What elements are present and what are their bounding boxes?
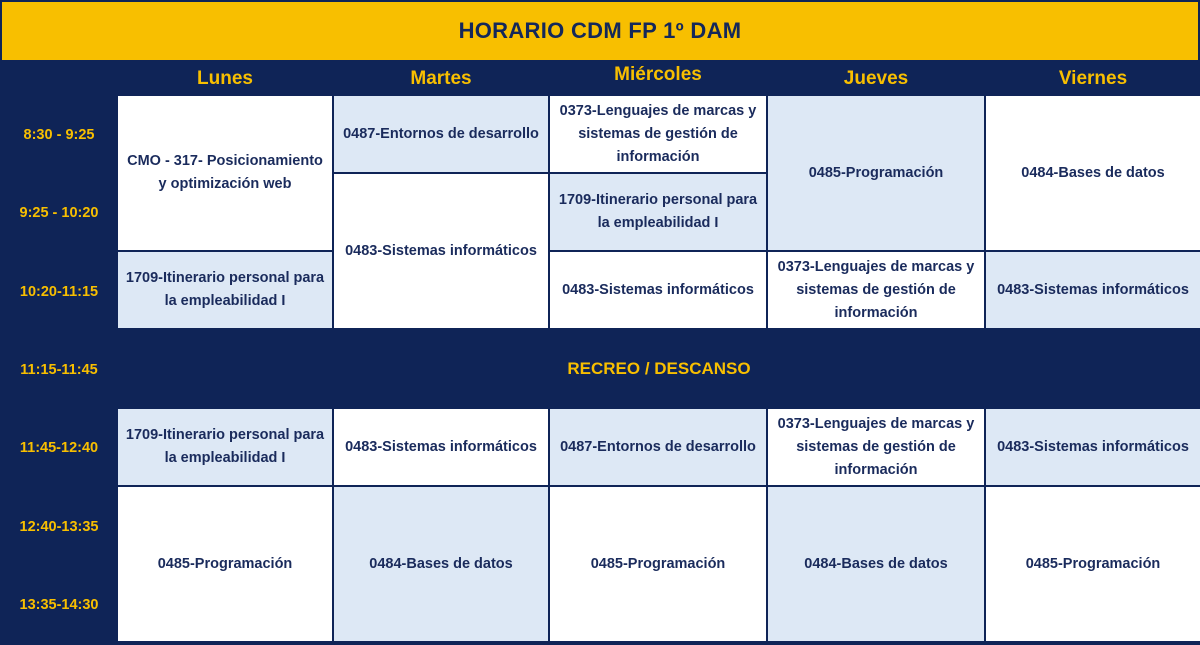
cell-jueves-4: 0484-Bases de datos [768,487,984,641]
cell-lunes-2: 1709-Itinerario personal para la empleabilidad I [118,252,332,328]
cell-miercoles-3: 0483-Sistemas informáticos [550,252,766,328]
cell-lunes-4: 0485-Programación [118,487,332,641]
day-header-lunes: Lunes [197,68,253,89]
cell-viernes-4: 0485-Programación [986,487,1200,641]
day-header-martes: Martes [410,68,472,89]
cell-viernes-1: 0484-Bases de datos [986,96,1200,250]
cell-lunes-1: CMO - 317- Posicionamiento y optimización web [118,96,332,250]
page-title: HORARIO CDM FP 1º DAM [0,0,1200,62]
cell-miercoles-1: 0373-Lenguajes de marcas y sistemas de gestión de información [550,96,766,172]
time-slot-1: 8:30 - 9:25 [23,127,95,143]
cell-viernes-2: 0483-Sistemas informáticos [986,252,1200,328]
time-slot-2: 9:25 - 10:20 [19,205,99,221]
cell-martes-4: 0484-Bases de datos [334,487,548,641]
time-slot-5: 12:40-13:35 [19,519,99,535]
cell-viernes-3: 0483-Sistemas informáticos [986,409,1200,485]
time-slot-6: 13:35-14:30 [19,597,99,613]
cell-martes-1: 0487-Entornos de desarrollo [334,96,548,172]
cell-miercoles-5: 0485-Programación [550,487,766,641]
cell-miercoles-2: 1709-Itinerario personal para la empleabilidad I [550,174,766,250]
cell-jueves-1: 0485-Programación [768,96,984,250]
cell-martes-2: 0483-Sistemas informáticos [334,174,548,328]
time-slot-4: 11:45-12:40 [19,440,99,456]
time-slot-break: 11:15-11:45 [20,362,98,378]
day-header-jueves: Jueves [843,68,909,89]
time-slot-3: 10:20-11:15 [19,284,99,300]
cell-jueves-3: 0373-Lenguajes de marcas y sistemas de gestión de información [768,409,984,485]
day-header-viernes: Viernes [1058,68,1128,89]
cell-martes-3: 0483-Sistemas informáticos [334,409,548,485]
cell-lunes-3: 1709-Itinerario personal para la empleabilidad I [118,409,332,485]
break-row-label: RECREO / DESCANSO [567,359,751,378]
cell-jueves-2: 0373-Lenguajes de marcas y sistemas de gestión de información [768,252,984,328]
day-header-miercoles: Miércoles [614,64,702,85]
cell-miercoles-4: 0487-Entornos de desarrollo [550,409,766,485]
